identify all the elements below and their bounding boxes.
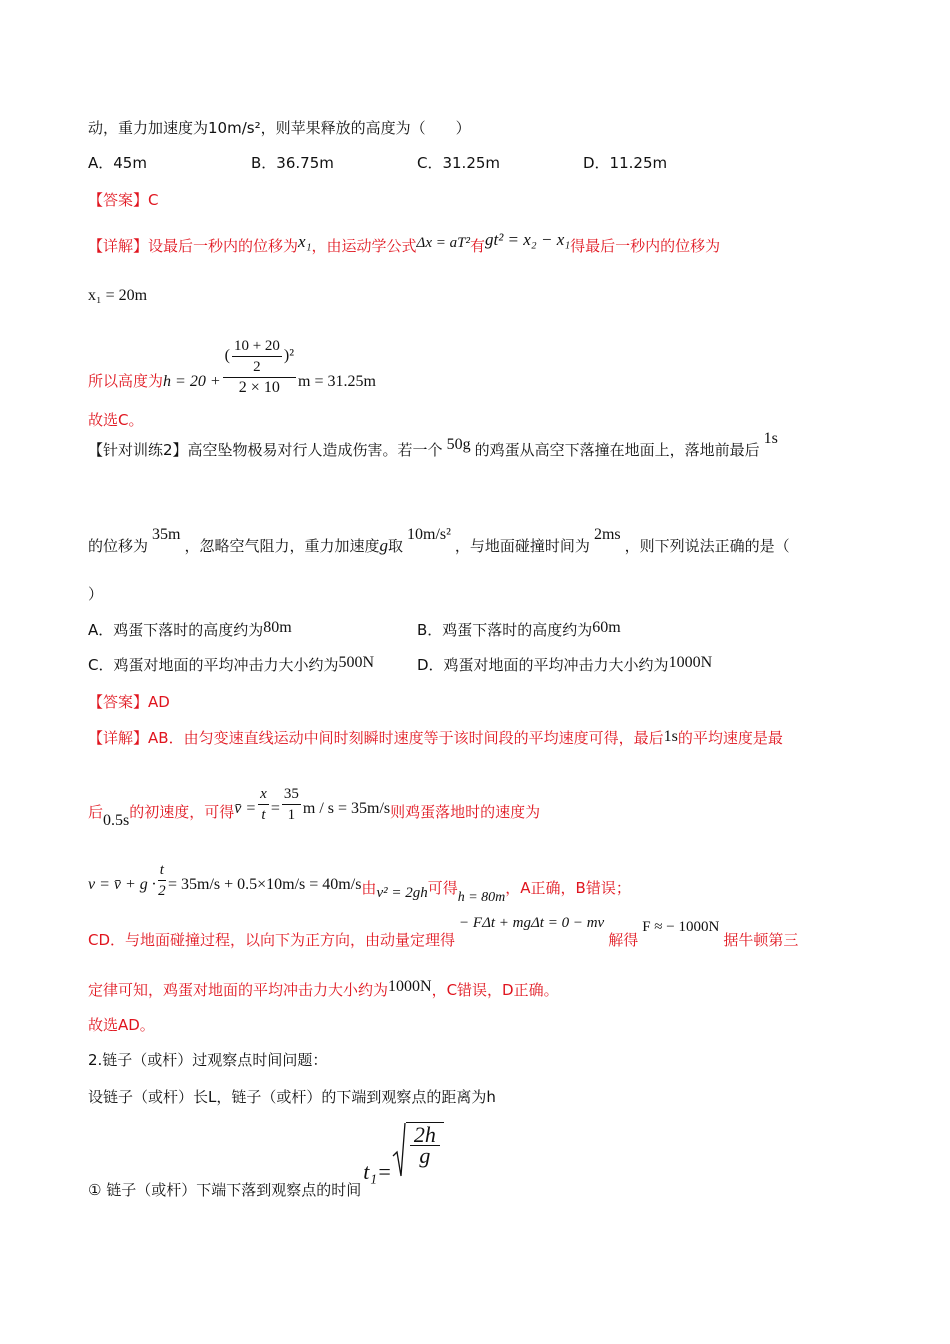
answer-tag: 【答案】 (88, 693, 149, 711)
inner-den: 2 (253, 359, 261, 375)
q2-text: ，与地面碰撞时间为 (454, 537, 590, 555)
math-result: m / s = 35m/s (302, 800, 391, 817)
q2-t-collision: 2ms (593, 526, 621, 543)
q2-t-last: 1s (763, 430, 778, 447)
detail-text: 得最后一秒内的位移为 (570, 237, 721, 255)
sqrt-sign (392, 1122, 406, 1178)
q1-option-b: B．36.75m (251, 154, 334, 172)
detail-text: 则鸡蛋落地时的速度为 (390, 803, 541, 821)
height-fraction (223, 336, 296, 398)
height-lhs: h = 20 + (163, 372, 221, 390)
frac-den: 1 (287, 807, 296, 823)
height-rhs: m = 31.25m (298, 372, 376, 390)
q2-stem-line-2 (88, 526, 790, 557)
detail-text: 解得 (608, 931, 639, 949)
math-sqrt (392, 1122, 444, 1178)
q2-detail-line-2 (88, 774, 541, 829)
q2-answer (88, 692, 170, 712)
q2-text: 的位移为 (88, 537, 149, 555)
frac-t-2 (158, 860, 166, 901)
detail-text: 据牛顿第三 (723, 931, 799, 949)
inner-frac (232, 336, 282, 377)
q2-text: 取 (387, 537, 403, 555)
section-title: 2.链子（或杆）过观察点时间问题： (88, 1051, 328, 1069)
section-line-1: 设链子（或杆）长L，链子（或杆）的下端到观察点的距离为h (88, 1088, 496, 1106)
option-text: B．鸡蛋下落时的高度约为 (417, 621, 593, 639)
detail-text: AB．由匀变速直线运动中间时刻瞬时速度等于该时间段的平均速度可得，最后 (148, 729, 664, 747)
detail-text: 定律可知，鸡蛋对地面的平均冲击力大小约为 (88, 981, 389, 999)
frac-x-t (258, 784, 269, 825)
q2-stem-close: ） (88, 585, 104, 603)
detail-text: 设最后一秒内的位移为 (148, 237, 299, 255)
frac-num: 35 (282, 784, 301, 805)
detail-text: 的初速度，可得 (129, 803, 235, 821)
frac-den: t (261, 807, 266, 823)
q1-detail-line (88, 230, 721, 257)
height-den: 2 × 10 (223, 377, 296, 398)
math-x1: x₁ (298, 232, 312, 251)
q1-option-c: C．31.25m (417, 154, 501, 172)
option-text: D．鸡蛋对地面的平均冲击力大小约为 (417, 656, 669, 674)
frac-den: g (419, 1143, 431, 1168)
math-vbar: v̄ = (234, 800, 257, 817)
detail-text: 后 (88, 803, 104, 821)
detail-text: 由 (361, 879, 377, 897)
math-1000n: 1000N (388, 978, 432, 995)
q2-detail-line-5 (88, 980, 559, 1001)
math-v-rhs: = 35m/s + 0.5×10m/s = 40m/s (167, 876, 362, 893)
q1-option-a: A．45m (88, 154, 147, 172)
option-value: 80m (263, 619, 292, 636)
item-text: ① 链子（或杆）下端下落到观察点的时间 (88, 1180, 362, 1199)
math-eq: = (270, 800, 280, 817)
q2-text: ，忽略空气阻力，重力加速度 (184, 537, 380, 555)
option-value: 500N (338, 654, 375, 671)
detail-tag: 【详解】 (88, 729, 149, 747)
frac-den: 2 (158, 883, 166, 899)
height-prefix: 所以高度为 (88, 371, 164, 390)
q2-option-a (88, 620, 292, 641)
q1-conclusion: 故选C。 (88, 411, 144, 429)
q2-tag: 【针对训练2】 (88, 441, 188, 459)
q2-disp: 35m (152, 526, 181, 543)
detail-text: 可得 (427, 879, 458, 897)
q2-detail-line-4 (88, 912, 798, 952)
frac-35-1 (282, 784, 301, 825)
math-t1: t₁= (363, 1158, 392, 1184)
detail-text: CD．与地面碰撞过程，以向下为正方向，由动量定理得 (88, 931, 456, 949)
answer-value: AD (148, 693, 170, 711)
height-num-wrap: ( $\frac{10 + 20}{2}$ )² (224, 338, 295, 375)
q2-stem-line-1 (88, 430, 778, 461)
q2-conclusion: 故选AD。 (88, 1016, 155, 1034)
q2-text: 高空坠物极易对行人造成伤害。若一个 (187, 441, 443, 459)
q2-text: 的鸡蛋从高空下落撞在地面上，落地前最后 (474, 441, 760, 459)
inner-num: 10 + 20 (232, 336, 282, 357)
section-item-1 (88, 1120, 444, 1199)
option-text: A．鸡蛋下落时的高度约为 (88, 621, 264, 639)
option-value: 60m (592, 619, 621, 636)
math-momentum: − FΔt + mgΔt = 0 − mv (459, 915, 605, 931)
q2-g-symbol: g (379, 536, 388, 555)
math-force: F ≈ − 1000N (642, 919, 720, 935)
detail-text: 的平均速度是最 (677, 729, 783, 747)
frac-num: t (158, 860, 166, 881)
option-text: C．鸡蛋对地面的平均冲击力大小约为 (88, 656, 339, 674)
detail-text: 有 (469, 237, 485, 255)
math-formula-a: Δx = aT² (416, 235, 470, 251)
q1-option-d: D．11.25m (583, 154, 668, 172)
answer-tag: 【答案】 (88, 191, 149, 209)
q2-detail-line-1 (88, 728, 783, 749)
detail-text: ，C错误，D正确。 (431, 981, 559, 999)
option-value: 1000N (668, 654, 713, 671)
detail-text: ，A正确，B错误； (505, 879, 631, 897)
q2-detail-line-3 (88, 852, 631, 905)
answer-value: C (148, 191, 159, 209)
q1-stem-tail: 动，重力加速度为10m/s²，则苹果释放的高度为（ ） (88, 119, 471, 137)
q1-height-line (88, 322, 376, 396)
q2-g-value: 10m/s² (407, 526, 451, 543)
q2-option-c (88, 655, 374, 676)
q1-answer (88, 190, 159, 210)
frac-num: 2h (410, 1123, 440, 1146)
detail-text: ，由运动学公式 (311, 237, 417, 255)
frac-num: x (258, 784, 269, 805)
math-v-lhs: v = v̄ + g · (88, 876, 156, 893)
q2-option-b (417, 620, 621, 641)
q2-mass: 50g (446, 436, 471, 453)
math-1s: 1s (663, 728, 678, 745)
detail-tag: 【详解】 (88, 237, 149, 255)
math-v2-2gh: v² = 2gh (376, 885, 428, 901)
math-formula-b: gt² = x₂ − x₁ (484, 230, 571, 249)
sqrt-fraction (406, 1122, 444, 1166)
math-05s: 0.5s (103, 812, 130, 829)
q2-text: ，则下列说法正确的是（ (624, 537, 790, 555)
q2-option-d (417, 655, 712, 676)
math-h-80m: h = 80m (457, 890, 506, 905)
math-x1-value: x₁ = 20m (88, 287, 148, 304)
